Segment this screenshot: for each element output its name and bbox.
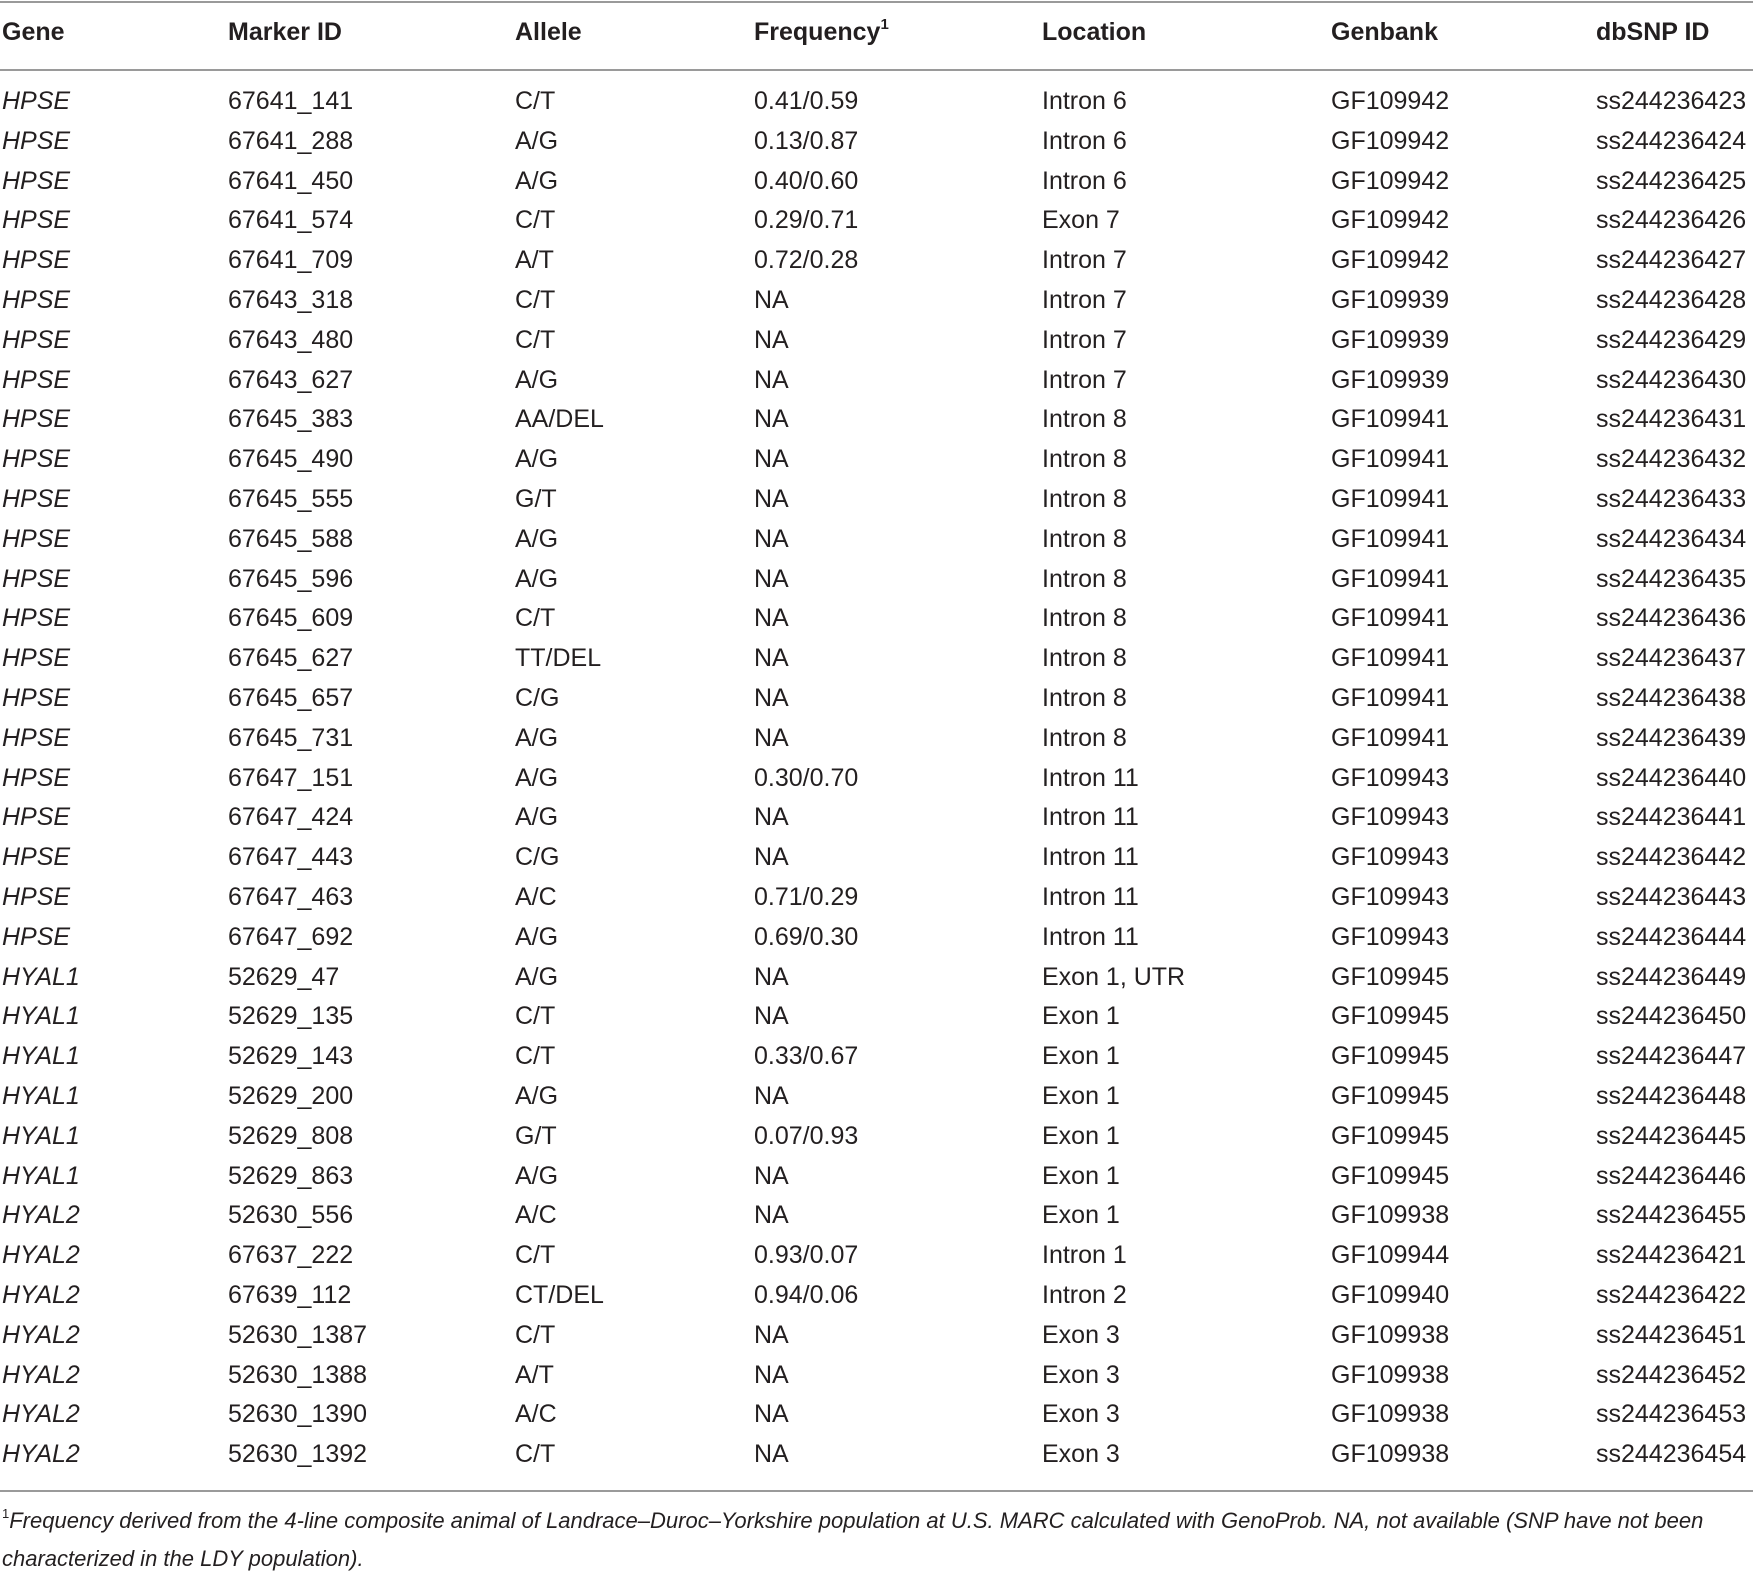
cell-frequency: NA — [754, 803, 789, 832]
table-row — [0, 200, 1753, 240]
cell-genbank: GF109943 — [1331, 763, 1450, 792]
cell-frequency: 0.40/0.60 — [754, 166, 859, 195]
cell-dbsnp-id: ss244236434 — [1596, 524, 1747, 553]
cell-dbsnp-id: ss244236445 — [1596, 1121, 1747, 1150]
table-row — [0, 758, 1753, 798]
cell-gene: HPSE — [2, 286, 71, 314]
cell-allele: A/G — [515, 126, 559, 155]
cell-genbank: GF109945 — [1331, 1042, 1450, 1071]
cell-marker-id: 52629_200 — [228, 1082, 354, 1110]
cell-allele: TT/DEL — [515, 644, 602, 673]
table-row — [0, 240, 1753, 280]
cell-allele: A/G — [515, 763, 559, 792]
column-header-gene: Gene — [2, 18, 65, 46]
cell-location: Intron 8 — [1042, 644, 1127, 673]
cell-gene: HPSE — [2, 485, 71, 513]
table-top-rule — [0, 1, 1753, 3]
table-row — [0, 1195, 1753, 1235]
cell-location: Exon 3 — [1042, 1400, 1120, 1429]
footnote-text: Frequency derived from the 4-line composite animal of Landrace–Duroc–Yorkshire population at U.S. MARC calculated with GenoProb. NA, not available (SNP have not been characterized in the LDY population). — [2, 1508, 1704, 1571]
cell-gene: HPSE — [2, 87, 71, 115]
cell-marker-id: 67645_555 — [228, 485, 354, 513]
table-row — [0, 996, 1753, 1036]
cell-gene: HPSE — [2, 445, 71, 474]
table-row — [0, 320, 1753, 360]
cell-frequency: 0.69/0.30 — [754, 922, 859, 951]
cell-genbank: GF109941 — [1331, 723, 1450, 752]
cell-allele: A/G — [515, 803, 559, 832]
cell-frequency: NA — [754, 1360, 789, 1389]
table-row — [0, 877, 1753, 917]
cell-marker-id: 67641_574 — [228, 206, 354, 235]
cell-genbank: GF109943 — [1331, 922, 1450, 951]
cell-location: Exon 3 — [1042, 1360, 1120, 1389]
cell-marker-id: 52629_47 — [228, 962, 340, 991]
cell-marker-id: 67641_709 — [228, 246, 354, 275]
cell-dbsnp-id: ss244236425 — [1596, 166, 1747, 195]
table-row — [0, 598, 1753, 638]
cell-allele: AA/DEL — [515, 405, 604, 434]
cell-dbsnp-id: ss244236441 — [1596, 803, 1747, 832]
cell-dbsnp-id: ss244236423 — [1596, 87, 1747, 115]
cell-frequency: 0.41/0.59 — [754, 87, 859, 115]
cell-dbsnp-id: ss244236450 — [1596, 1002, 1747, 1031]
cell-frequency: NA — [754, 684, 789, 712]
cell-marker-id: 67645_657 — [228, 684, 354, 712]
table-row — [0, 917, 1753, 957]
table-row — [0, 360, 1753, 400]
cell-location: Intron 8 — [1042, 604, 1127, 633]
cell-location: Exon 3 — [1042, 1320, 1120, 1349]
cell-marker-id: 52630_1392 — [228, 1440, 368, 1469]
cell-allele: A/T — [515, 1360, 554, 1389]
cell-gene: HYAL1 — [2, 1161, 80, 1190]
cell-marker-id: 67643_318 — [228, 286, 354, 314]
cell-genbank: GF109943 — [1331, 883, 1450, 911]
cell-allele: C/T — [515, 1241, 556, 1270]
cell-dbsnp-id: ss244236430 — [1596, 365, 1747, 394]
table-row — [0, 678, 1753, 718]
cell-genbank: GF109938 — [1331, 1360, 1450, 1389]
cell-marker-id: 67645_609 — [228, 604, 354, 633]
cell-genbank: GF109945 — [1331, 962, 1450, 991]
cell-allele: A/C — [515, 1201, 557, 1230]
cell-frequency: 0.07/0.93 — [754, 1121, 859, 1150]
cell-allele: C/T — [515, 1320, 556, 1349]
table-row — [0, 1394, 1753, 1434]
cell-location: Intron 6 — [1042, 87, 1127, 115]
cell-location: Intron 7 — [1042, 365, 1127, 394]
table-row — [0, 1355, 1753, 1395]
cell-location: Intron 8 — [1042, 405, 1127, 434]
cell-dbsnp-id: ss244236436 — [1596, 604, 1747, 633]
cell-genbank: GF109944 — [1331, 1241, 1450, 1270]
cell-gene: HYAL2 — [2, 1281, 80, 1309]
frequency-footnote-marker: 1 — [880, 15, 889, 33]
table-row — [0, 280, 1753, 320]
cell-genbank: GF109945 — [1331, 1161, 1450, 1190]
cell-frequency: NA — [754, 405, 789, 434]
cell-genbank: GF109939 — [1331, 325, 1450, 354]
cell-allele: A/G — [515, 166, 559, 195]
cell-allele: C/T — [515, 604, 556, 633]
cell-location: Intron 11 — [1042, 843, 1139, 872]
cell-marker-id: 67645_383 — [228, 405, 354, 434]
cell-allele: C/G — [515, 843, 560, 872]
cell-frequency: NA — [754, 365, 789, 394]
cell-marker-id: 67647_692 — [228, 922, 354, 951]
cell-location: Intron 1 — [1042, 1241, 1127, 1270]
cell-genbank: GF109942 — [1331, 87, 1450, 115]
cell-location: Exon 1 — [1042, 1002, 1120, 1031]
cell-frequency: NA — [754, 604, 789, 633]
cell-gene: HYAL1 — [2, 962, 80, 991]
cell-dbsnp-id: ss244236444 — [1596, 922, 1747, 951]
cell-marker-id: 67647_443 — [228, 843, 354, 872]
table-row — [0, 718, 1753, 758]
cell-location: Intron 11 — [1042, 763, 1139, 792]
table-row — [0, 121, 1753, 161]
cell-genbank: GF109941 — [1331, 684, 1450, 712]
cell-frequency: NA — [754, 564, 789, 593]
cell-allele: A/G — [515, 564, 559, 593]
cell-allele: A/G — [515, 1082, 559, 1110]
cell-genbank: GF109941 — [1331, 405, 1450, 434]
cell-allele: A/G — [515, 445, 559, 474]
cell-location: Exon 1, UTR — [1042, 962, 1186, 991]
cell-marker-id: 67645_731 — [228, 723, 354, 752]
cell-dbsnp-id: ss244236452 — [1596, 1360, 1747, 1389]
cell-dbsnp-id: ss244236426 — [1596, 206, 1747, 235]
table-row — [0, 559, 1753, 599]
cell-location: Intron 6 — [1042, 166, 1127, 195]
cell-location: Exon 7 — [1042, 206, 1120, 235]
column-header-dbsnp-id: dbSNP ID — [1596, 18, 1710, 46]
table-row — [0, 519, 1753, 559]
table-row — [0, 837, 1753, 877]
cell-gene: HYAL1 — [2, 1002, 80, 1031]
cell-frequency: NA — [754, 1400, 789, 1429]
cell-gene: HPSE — [2, 644, 71, 673]
cell-frequency: 0.29/0.71 — [754, 206, 859, 235]
cell-location: Intron 2 — [1042, 1281, 1127, 1309]
cell-gene: HYAL2 — [2, 1241, 80, 1270]
cell-dbsnp-id: ss244236454 — [1596, 1440, 1747, 1469]
cell-gene: HPSE — [2, 564, 71, 593]
cell-allele: C/T — [515, 1440, 556, 1469]
cell-genbank: GF109941 — [1331, 604, 1450, 633]
cell-frequency: 0.94/0.06 — [754, 1281, 859, 1309]
cell-gene: HPSE — [2, 684, 71, 712]
cell-genbank: GF109939 — [1331, 365, 1450, 394]
table-row — [0, 1275, 1753, 1315]
column-header-allele: Allele — [515, 18, 582, 46]
cell-marker-id: 67641_288 — [228, 126, 354, 155]
cell-allele: CT/DEL — [515, 1281, 604, 1309]
cell-marker-id: 67647_463 — [228, 883, 354, 911]
cell-genbank: GF109941 — [1331, 524, 1450, 553]
cell-marker-id: 52630_556 — [228, 1201, 354, 1230]
cell-gene: HPSE — [2, 922, 71, 951]
cell-marker-id: 52629_135 — [228, 1002, 354, 1031]
cell-dbsnp-id: ss244236431 — [1596, 405, 1747, 434]
table-row — [0, 161, 1753, 201]
table-row — [0, 1235, 1753, 1275]
cell-gene: HPSE — [2, 246, 71, 275]
cell-marker-id: 67645_627 — [228, 644, 354, 673]
cell-frequency: NA — [754, 1002, 789, 1031]
cell-genbank: GF109939 — [1331, 286, 1450, 314]
cell-dbsnp-id: ss244236422 — [1596, 1281, 1747, 1309]
cell-gene: HPSE — [2, 405, 71, 434]
cell-gene: HPSE — [2, 763, 71, 792]
cell-marker-id: 67647_424 — [228, 803, 354, 832]
cell-marker-id: 67641_141 — [228, 87, 354, 115]
cell-dbsnp-id: ss244236421 — [1596, 1241, 1747, 1270]
table-row — [0, 1036, 1753, 1076]
cell-allele: A/G — [515, 922, 559, 951]
cell-marker-id: 67643_627 — [228, 365, 354, 394]
cell-dbsnp-id: ss244236443 — [1596, 883, 1747, 911]
cell-marker-id: 67647_151 — [228, 763, 354, 792]
cell-dbsnp-id: ss244236435 — [1596, 564, 1747, 593]
cell-allele: A/G — [515, 962, 559, 991]
cell-dbsnp-id: ss244236427 — [1596, 246, 1747, 275]
cell-allele: C/T — [515, 286, 556, 314]
cell-gene: HYAL1 — [2, 1082, 80, 1110]
cell-marker-id: 52629_143 — [228, 1042, 354, 1071]
cell-gene: HPSE — [2, 325, 71, 354]
cell-dbsnp-id: ss244236455 — [1596, 1201, 1747, 1230]
footnote-marker: 1 — [2, 1505, 10, 1521]
cell-genbank: GF109941 — [1331, 485, 1450, 513]
cell-location: Intron 8 — [1042, 445, 1127, 474]
cell-location: Intron 7 — [1042, 325, 1127, 354]
cell-marker-id: 52630_1388 — [228, 1360, 368, 1389]
cell-dbsnp-id: ss244236442 — [1596, 843, 1747, 872]
cell-allele: C/T — [515, 1042, 556, 1071]
cell-frequency: 0.71/0.29 — [754, 883, 859, 911]
cell-frequency: 0.13/0.87 — [754, 126, 859, 155]
cell-genbank: GF109945 — [1331, 1121, 1450, 1150]
cell-allele: A/G — [515, 365, 559, 394]
table-row — [0, 1315, 1753, 1355]
cell-frequency: NA — [754, 962, 789, 991]
cell-frequency: NA — [754, 1082, 789, 1110]
table-row — [0, 439, 1753, 479]
cell-frequency: NA — [754, 1440, 789, 1469]
column-header-location: Location — [1042, 18, 1147, 46]
column-header-frequency: Frequency$^1$ — [754, 15, 889, 46]
cell-dbsnp-id: ss244236437 — [1596, 644, 1747, 673]
table-row — [0, 399, 1753, 439]
cell-location: Exon 1 — [1042, 1082, 1120, 1110]
table-row — [0, 479, 1753, 519]
cell-location: Intron 7 — [1042, 286, 1127, 314]
cell-dbsnp-id: ss244236446 — [1596, 1161, 1747, 1190]
cell-location: Exon 1 — [1042, 1161, 1120, 1190]
cell-marker-id: 67645_490 — [228, 445, 354, 474]
table-row — [0, 1156, 1753, 1196]
cell-genbank: GF109943 — [1331, 803, 1450, 832]
cell-frequency: NA — [754, 644, 789, 673]
cell-marker-id: 52630_1390 — [228, 1400, 368, 1429]
cell-dbsnp-id: ss244236439 — [1596, 723, 1747, 752]
cell-dbsnp-id: ss244236448 — [1596, 1082, 1747, 1110]
cell-location: Intron 8 — [1042, 485, 1127, 513]
cell-frequency: NA — [754, 1161, 789, 1190]
cell-frequency: NA — [754, 445, 789, 474]
cell-dbsnp-id: ss244236449 — [1596, 962, 1747, 991]
cell-gene: HPSE — [2, 206, 71, 235]
cell-gene: HYAL1 — [2, 1042, 80, 1071]
cell-marker-id: 67637_222 — [228, 1241, 354, 1270]
cell-allele: C/T — [515, 87, 556, 115]
cell-allele: A/G — [515, 1161, 559, 1190]
cell-location: Intron 8 — [1042, 524, 1127, 553]
cell-genbank: GF109941 — [1331, 445, 1450, 474]
table-row — [0, 638, 1753, 678]
table-bottom-rule — [0, 1490, 1753, 1492]
cell-allele: C/T — [515, 206, 556, 235]
cell-frequency: 0.72/0.28 — [754, 246, 859, 275]
cell-frequency: NA — [754, 485, 789, 513]
table-footnote — [2, 1502, 1753, 1578]
cell-dbsnp-id: ss244236440 — [1596, 763, 1747, 792]
cell-marker-id: 67645_596 — [228, 564, 354, 593]
cell-gene: HYAL2 — [2, 1320, 80, 1349]
cell-location: Exon 1 — [1042, 1201, 1120, 1230]
cell-frequency: 0.93/0.07 — [754, 1241, 859, 1270]
cell-marker-id: 52630_1387 — [228, 1320, 368, 1349]
cell-gene: HPSE — [2, 524, 71, 553]
cell-dbsnp-id: ss244236433 — [1596, 485, 1747, 513]
cell-dbsnp-id: ss244236429 — [1596, 325, 1747, 354]
cell-gene: HYAL2 — [2, 1360, 80, 1389]
cell-gene: HPSE — [2, 126, 71, 155]
cell-genbank: GF109938 — [1331, 1400, 1450, 1429]
cell-marker-id: 67641_450 — [228, 166, 354, 195]
cell-frequency: NA — [754, 286, 789, 314]
cell-marker-id: 67639_112 — [228, 1281, 352, 1309]
cell-dbsnp-id: ss244236447 — [1596, 1042, 1747, 1071]
cell-allele: A/G — [515, 723, 559, 752]
cell-location: Intron 8 — [1042, 723, 1127, 752]
cell-location: Intron 8 — [1042, 684, 1127, 712]
cell-dbsnp-id: ss244236451 — [1596, 1320, 1747, 1349]
table-row — [0, 81, 1753, 121]
column-header-genbank: Genbank — [1331, 18, 1438, 46]
cell-gene: HPSE — [2, 723, 71, 752]
cell-gene: HYAL2 — [2, 1201, 80, 1230]
cell-marker-id: 52629_808 — [228, 1121, 354, 1150]
table-row — [0, 1434, 1753, 1474]
table-row — [0, 1076, 1753, 1116]
cell-genbank: GF109942 — [1331, 246, 1450, 275]
cell-allele: A/C — [515, 883, 557, 911]
cell-gene: HPSE — [2, 843, 71, 872]
table-row — [0, 797, 1753, 837]
table-row — [0, 957, 1753, 997]
cell-allele: C/T — [515, 325, 556, 354]
cell-genbank: GF109941 — [1331, 644, 1450, 673]
cell-frequency: 0.30/0.70 — [754, 763, 859, 792]
cell-genbank: GF109942 — [1331, 166, 1450, 195]
cell-marker-id: 67643_480 — [228, 325, 354, 354]
cell-genbank: GF109942 — [1331, 206, 1450, 235]
cell-frequency: 0.33/0.67 — [754, 1042, 859, 1071]
cell-genbank: GF109941 — [1331, 564, 1450, 593]
cell-genbank: GF109940 — [1331, 1281, 1450, 1309]
cell-allele: A/T — [515, 246, 554, 275]
cell-location: Exon 1 — [1042, 1121, 1120, 1150]
table-header-rule — [0, 69, 1753, 71]
cell-allele: A/G — [515, 524, 559, 553]
cell-gene: HPSE — [2, 803, 71, 832]
cell-location: Intron 11 — [1042, 883, 1139, 911]
cell-location: Exon 3 — [1042, 1440, 1120, 1469]
cell-genbank: GF109945 — [1331, 1082, 1450, 1110]
cell-gene: HPSE — [2, 365, 71, 394]
cell-genbank: GF109938 — [1331, 1201, 1450, 1230]
cell-marker-id: 67645_588 — [228, 524, 354, 553]
cell-frequency: NA — [754, 723, 789, 752]
cell-allele: A/C — [515, 1400, 557, 1429]
cell-gene: HYAL1 — [2, 1121, 80, 1150]
cell-location: Intron 7 — [1042, 246, 1127, 275]
cell-genbank: GF109945 — [1331, 1002, 1450, 1031]
column-header-marker-id: Marker ID — [228, 18, 342, 46]
cell-genbank: GF109943 — [1331, 843, 1450, 872]
cell-frequency: NA — [754, 1201, 789, 1230]
cell-location: Intron 8 — [1042, 564, 1127, 593]
cell-allele: G/T — [515, 485, 557, 513]
table-header-row — [0, 12, 1753, 52]
cell-frequency: NA — [754, 524, 789, 553]
cell-dbsnp-id: ss244236424 — [1596, 126, 1747, 155]
cell-location: Intron 11 — [1042, 922, 1139, 951]
cell-dbsnp-id: ss244236432 — [1596, 445, 1747, 474]
cell-allele: G/T — [515, 1121, 557, 1150]
cell-dbsnp-id: ss244236438 — [1596, 684, 1747, 712]
cell-gene: HPSE — [2, 883, 71, 911]
cell-frequency: NA — [754, 843, 789, 872]
cell-gene: HYAL2 — [2, 1400, 80, 1429]
cell-dbsnp-id: ss244236453 — [1596, 1400, 1747, 1429]
cell-gene: HPSE — [2, 604, 71, 633]
cell-allele: C/T — [515, 1002, 556, 1031]
cell-allele: C/G — [515, 684, 560, 712]
cell-frequency: NA — [754, 325, 789, 354]
cell-gene: HPSE — [2, 166, 71, 195]
cell-gene: HYAL2 — [2, 1440, 80, 1469]
table-row — [0, 1116, 1753, 1156]
cell-genbank: GF109938 — [1331, 1320, 1450, 1349]
cell-frequency: NA — [754, 1320, 789, 1349]
cell-marker-id: 52629_863 — [228, 1161, 354, 1190]
cell-genbank: GF109938 — [1331, 1440, 1450, 1469]
cell-location: Intron 11 — [1042, 803, 1139, 832]
cell-genbank: GF109942 — [1331, 126, 1450, 155]
cell-dbsnp-id: ss244236428 — [1596, 286, 1747, 314]
cell-location: Exon 1 — [1042, 1042, 1120, 1071]
cell-location: Intron 6 — [1042, 126, 1127, 155]
